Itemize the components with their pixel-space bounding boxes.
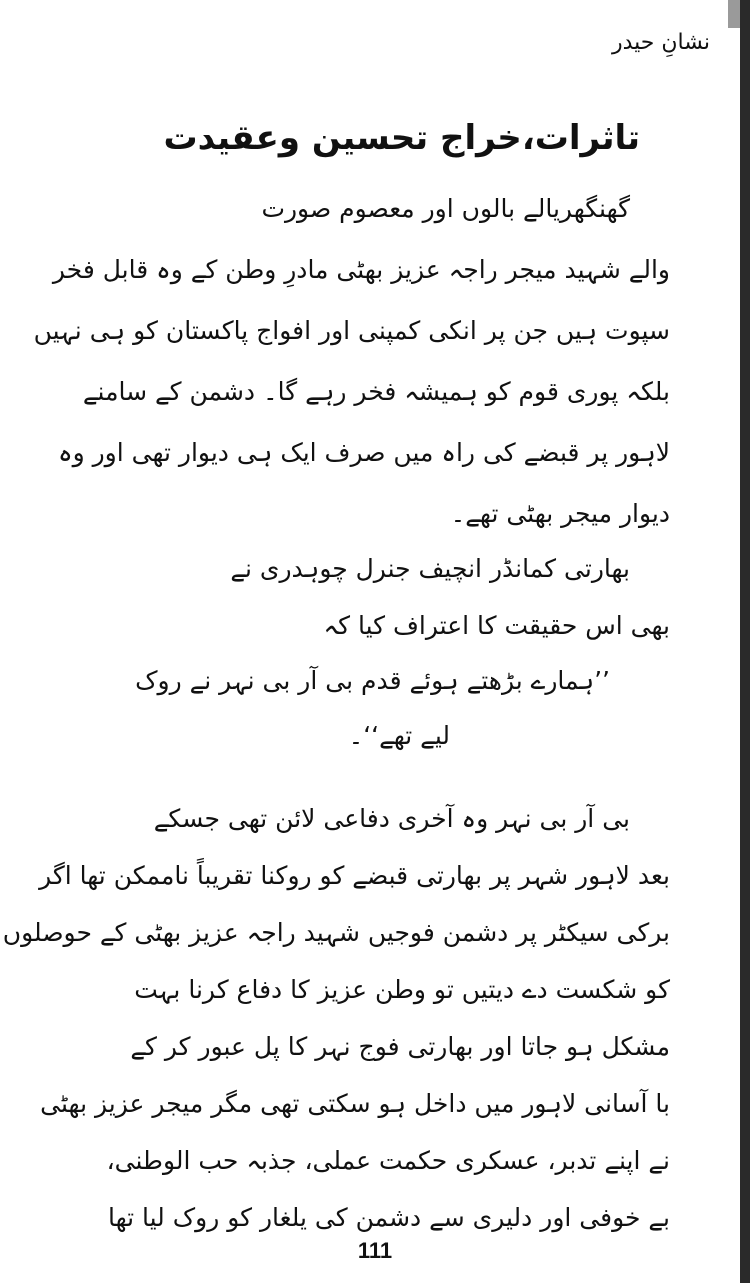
text-line: والے شہید میجر راجہ عزیز بھٹی مادرِ وطن کے وہ قابل فخر — [52, 255, 670, 284]
chapter-title: تاثرات،خراج تحسین وعقیدت — [163, 118, 640, 158]
text-line: بی آر بی نہر وہ آخری دفاعی لائن تھی جسکے — [153, 804, 630, 833]
text-line: بے خوفی اور دلیری سے دشمن کی یلغار کو روک لیا تھا — [107, 1203, 670, 1232]
text-line: نے اپنے تدبر، عسکری حکمت عملی، جذبہ حب الوطنی، — [106, 1146, 670, 1175]
paragraph-2 — [110, 540, 670, 763]
text-line: مشکل ہو جاتا اور بھارتی فوج نہر کا پل عبور کر کے — [130, 1032, 670, 1061]
text-line: بلکہ پوری قوم کو ہمیشہ فخر رہے گا۔ دشمن کے سامنے — [82, 377, 670, 406]
text-line: گھنگھریالے بالوں اور معصوم صورت — [261, 194, 630, 223]
text-line: لاہور پر قبضے کی راہ میں صرف ایک ہی دیوار تھی اور وہ — [57, 438, 670, 467]
text-line: بعد لاہور شہر پر بھارتی قبضے کو روکنا تقریباً ناممکن تھا اگر — [39, 861, 670, 890]
text-line: کو شکست دے دیتیں تو وطن عزیز کا دفاع کرنا بہت — [134, 975, 670, 1004]
text-line: دیوار میجر بھٹی تھے۔ — [450, 499, 670, 528]
running-header: نشانِ حیدر — [611, 30, 710, 55]
text-line: با آسانی لاہور میں داخل ہو سکتی تھی مگر میجر عزیز بھٹی — [40, 1089, 670, 1118]
quote-line: لیے تھے‘‘۔ — [348, 721, 450, 750]
text-line: سپوت ہیں جن پر انکی کمپنی اور افواج پاکستان کو ہی نہیں — [33, 316, 670, 345]
paragraph-1 — [33, 178, 670, 544]
page-edge-shadow — [740, 0, 750, 1283]
page-number: 111 — [357, 1238, 393, 1263]
text-line: برکی سیکٹر پر دشمن فوجیں شہید راجہ عزیز بھٹی کے حوصلوں — [2, 918, 670, 947]
text-line: بھارتی کمانڈر انچیف جنرل چوہدری نے — [230, 554, 630, 583]
text-line: بھی اس حقیقت کا اعتراف کیا کہ — [323, 611, 670, 640]
quote-line: ’’ہمارے بڑھتے ہوئے قدم بی آر بی نہر نے روک — [135, 666, 610, 695]
paragraph-3 — [2, 790, 670, 1246]
page-edge-top — [728, 0, 740, 28]
